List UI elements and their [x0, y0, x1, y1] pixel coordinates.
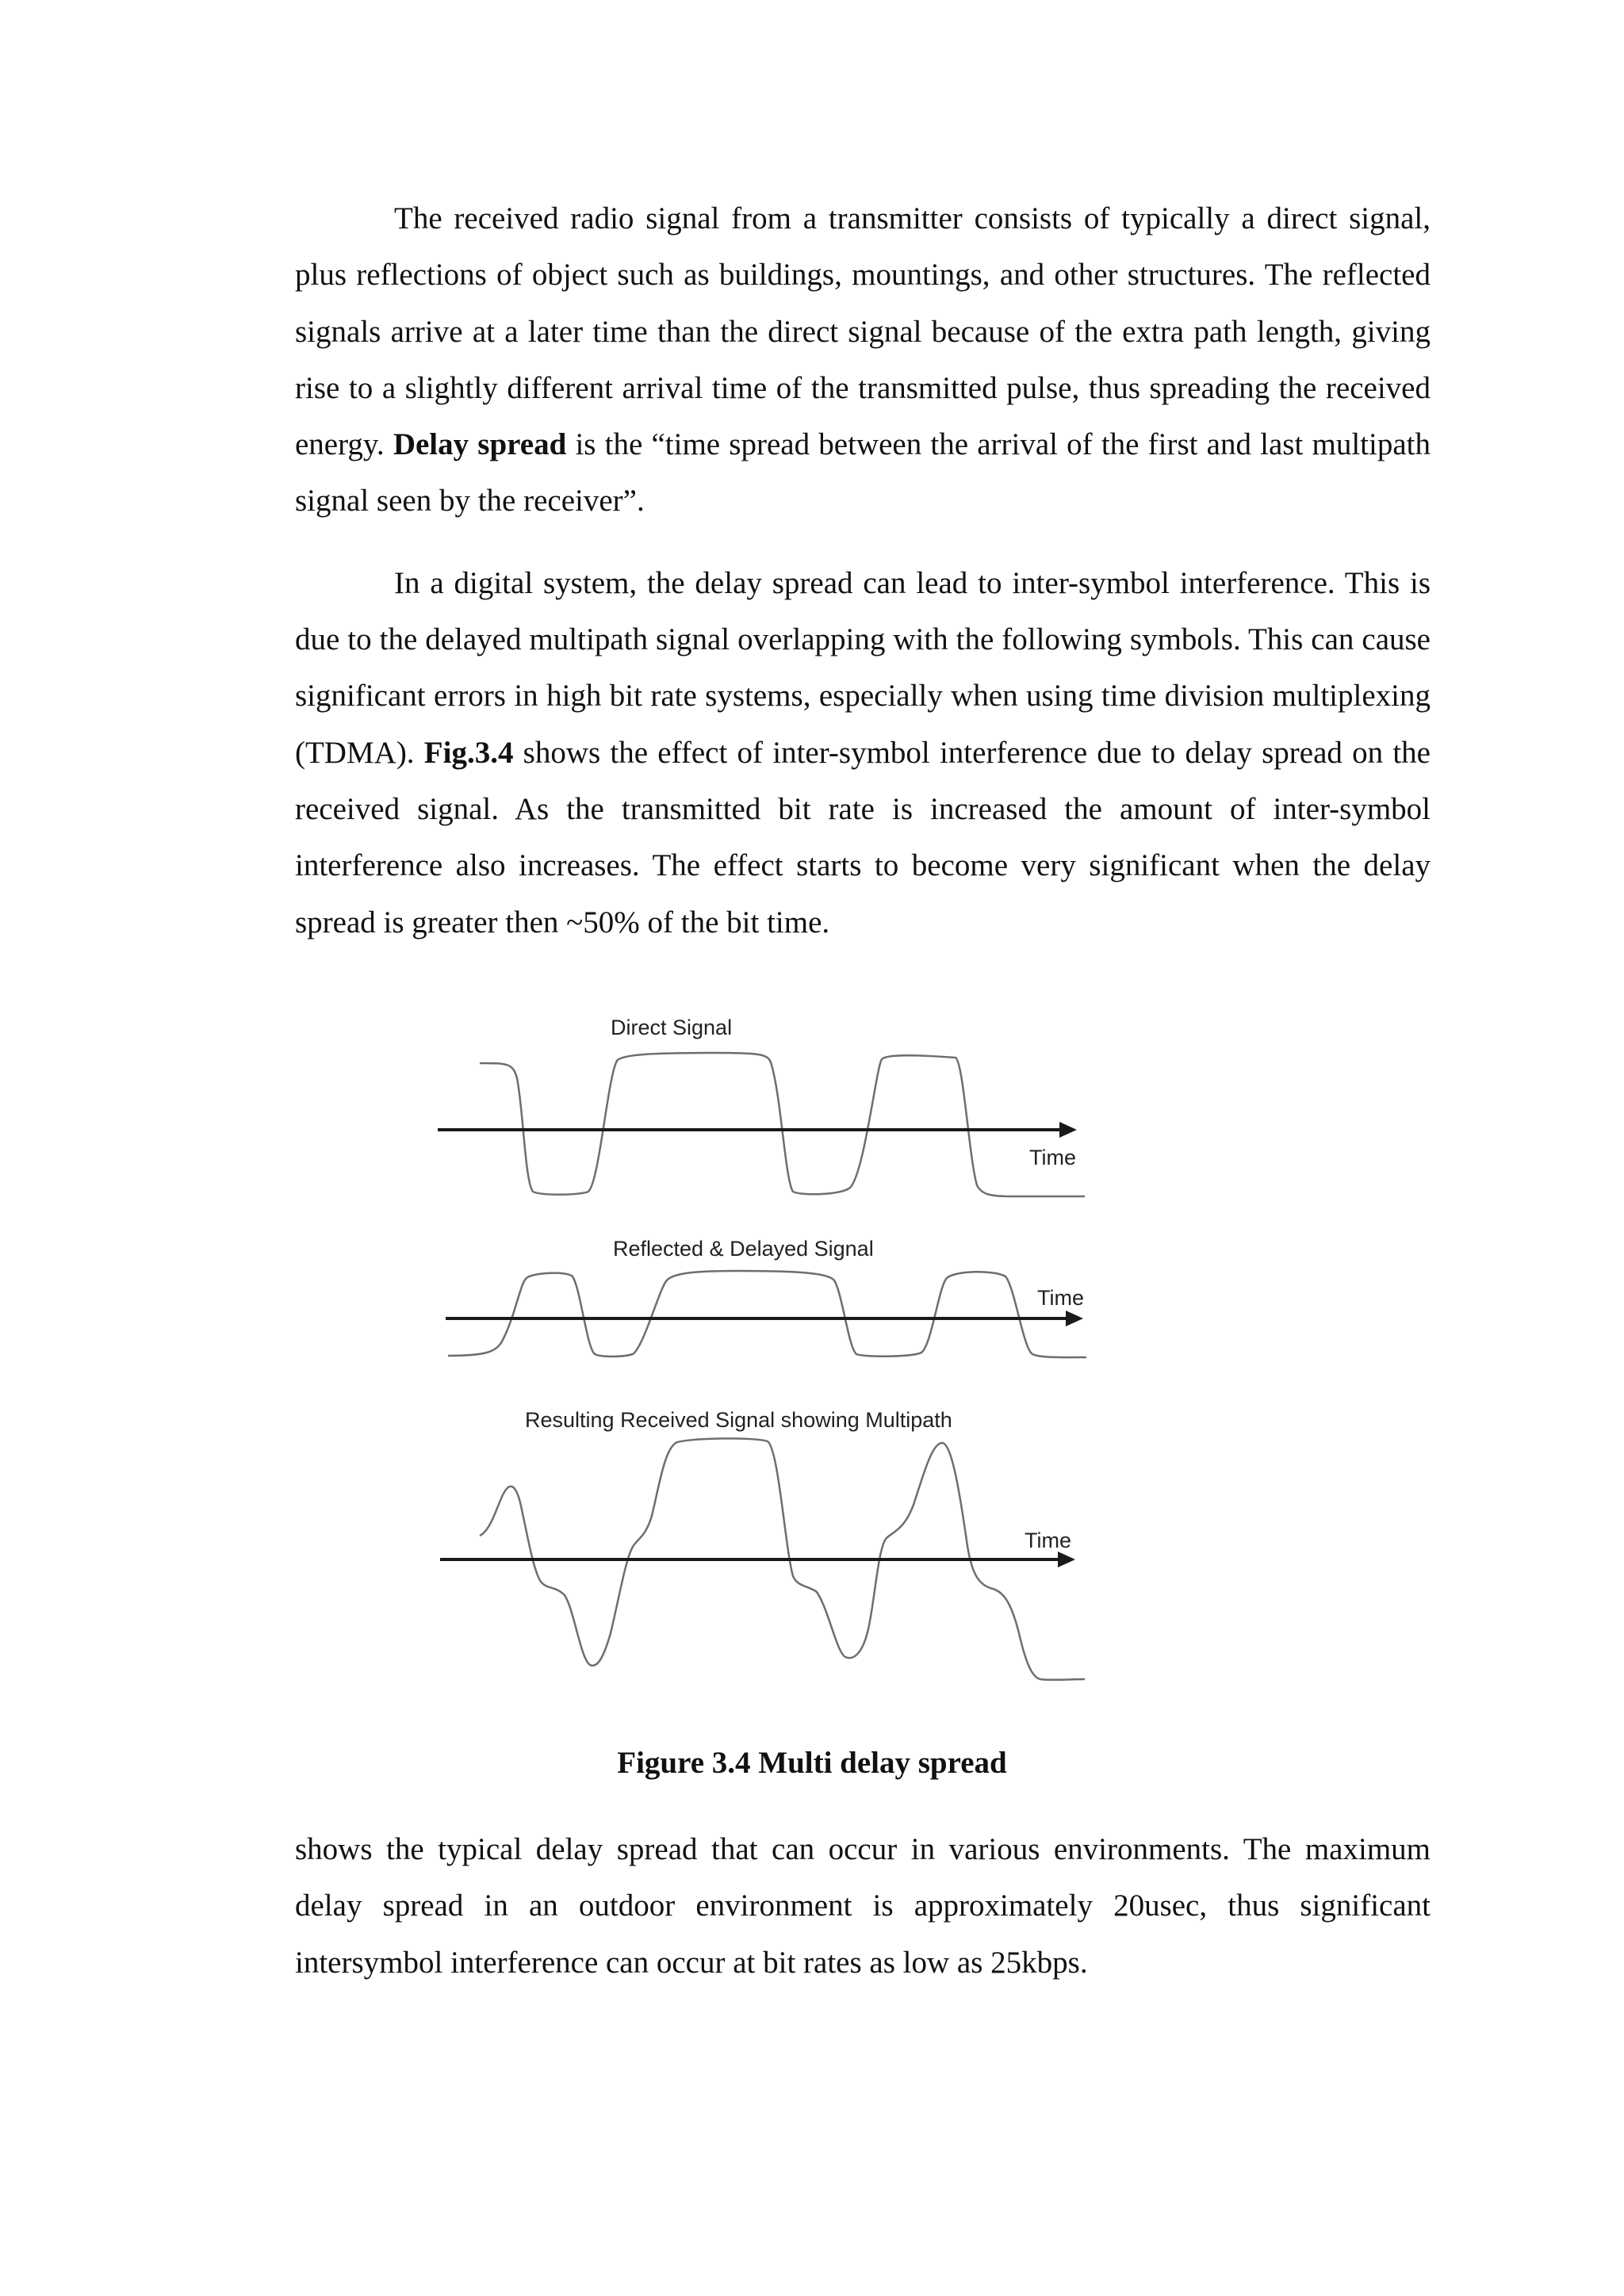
figure-caption: Figure 3.4 Multi delay spread — [617, 1746, 1007, 1780]
panel-reflected-signal — [446, 1237, 1086, 1357]
panel-title-received-signal: Resulting Received Signal showing Multipath — [525, 1408, 952, 1432]
panel-received-signal — [440, 1408, 1085, 1680]
time-axis-arrow-3 — [1058, 1552, 1075, 1567]
time-label-3: Time — [1025, 1529, 1071, 1552]
time-axis-arrow-2 — [1066, 1311, 1083, 1326]
term-delay-spread: Delay spread — [393, 427, 567, 462]
direct-signal-waveform — [480, 1053, 1085, 1196]
paragraph-delay-spread-intro: The received radio signal from a transmitter consists of typically a direct signal, plus reflections of object such as buildings, mountings, and other structures. The reflected signals arrive at a later time than the direct signal because of the extra path length, giving rise to a slightly different arrival time of the transmitted pulse, thus spreading the received energy. Delay spread is the “time spread between the arrival of the first and last multipath signal seen by the receiver”. — [295, 201, 1431, 519]
reflected-signal-waveform — [448, 1271, 1086, 1357]
body-text-bottom — [295, 1821, 1431, 1991]
time-label-2: Time — [1037, 1286, 1084, 1310]
time-axis-arrow-1 — [1059, 1122, 1077, 1138]
time-label-1: Time — [1029, 1146, 1076, 1169]
panel-direct-signal — [438, 1016, 1085, 1196]
paragraph-intersymbol-interference: In a digital system, the delay spread can lead to inter-symbol interference. This is due to the delayed multipath signal overlapping with the following symbols. This can cause significant errors in high bit rate systems, especially when using time division multiplexing (TDMA). Fig.3.4 shows the effect of inter-symbol interference due to delay spread on the received signal. As the transmitted bit rate is increased the amount of inter-symbol interference also increases. The effect starts to become very significant when the delay spread is greater then ~50% of the bit time. — [295, 565, 1431, 939]
panel-title-reflected-signal: Reflected & Delayed Signal — [613, 1237, 874, 1261]
panel-title-direct-signal: Direct Signal — [611, 1016, 733, 1039]
figure-reference: Fig.3.4 — [423, 735, 514, 770]
paragraph-typical-delay-spread: shows the typical delay spread that can occur in various environments. The maximum delay spread in an outdoor environment is approximately 20usec, thus significant intersymbol interference can occur at bit rates as low as 25kbps. — [295, 1832, 1431, 1980]
